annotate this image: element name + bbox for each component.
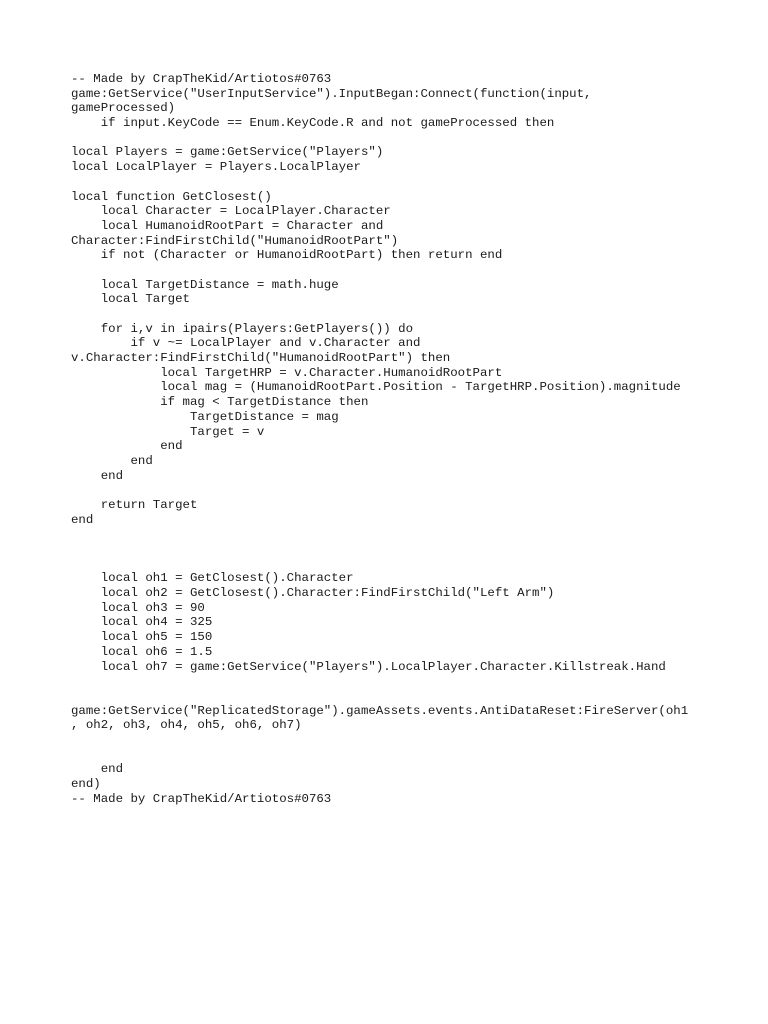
code-line (71, 542, 688, 557)
code-line: if input.KeyCode == Enum.KeyCode.R and not gameProcessed then (71, 116, 555, 131)
code-line: end (71, 762, 124, 777)
code-line: local oh5 = 150 (71, 630, 213, 645)
code-line: local mag = (HumanoidRootPart.Position - TargetHRP.Position).magnitude (71, 380, 681, 395)
code-line: local HumanoidRootPart = Character and (71, 218, 384, 233)
code-line: game:GetService("UserInputService").InputBegan:Connect(function(input, (71, 86, 592, 101)
code-line: local oh1 = GetClosest().Character (71, 571, 354, 586)
code-line: for i,v in ipairs(Players:GetPlayers()) do (71, 321, 414, 336)
code-line: Character:FindFirstChild("HumanoidRootPart") (71, 233, 399, 248)
code-line (71, 483, 688, 498)
code-line (71, 263, 688, 278)
code-line: local Players = game:GetService("Players") (71, 145, 384, 160)
code-line (71, 527, 688, 542)
code-line: local oh6 = 1.5 (71, 644, 213, 659)
code-line: if mag < TargetDistance then (71, 395, 369, 410)
code-line: local function GetClosest() (71, 189, 272, 204)
code-line (71, 131, 688, 146)
code-line: end) (71, 777, 101, 791)
code-line: v.Character:FindFirstChild("HumanoidRootPart") then (71, 351, 451, 366)
code-line: local oh4 = 325 (71, 615, 213, 630)
code-line: return Target (71, 497, 198, 512)
code-line: if not (Character or HumanoidRootPart) then return end (71, 248, 503, 263)
code-line (71, 557, 688, 572)
code-line: end (71, 439, 183, 454)
code-line (71, 307, 688, 322)
code-line: gameProcessed) (71, 101, 176, 116)
code-line (71, 674, 688, 689)
code-line: game:GetService("ReplicatedStorage").gameAssets.events.AntiDataReset:FireServer(oh1 (71, 703, 689, 718)
code-line (71, 748, 688, 763)
code-line: local TargetDistance = math.huge (71, 277, 339, 292)
code-line: end (71, 468, 124, 483)
code-line: if v ~= LocalPlayer and v.Character and (71, 336, 421, 351)
code-line: local Target (71, 292, 190, 307)
code-line: end (71, 512, 94, 527)
code-line: local TargetHRP = v.Character.HumanoidRootPart (71, 365, 503, 380)
code-line (71, 175, 688, 190)
code-line: local oh7 = game:GetService("Players").LocalPlayer.Character.Killstreak.Hand (71, 659, 666, 674)
code-line: local oh2 = GetClosest().Character:FindFirstChild("Left Arm") (71, 586, 555, 601)
code-line: end (71, 453, 153, 468)
code-line (71, 733, 688, 748)
code-line: -- Made by CrapTheKid/Artiotos#0763 (71, 72, 332, 86)
code-line (71, 689, 688, 704)
code-line: local oh3 = 90 (71, 600, 205, 615)
code-line: -- Made by CrapTheKid/Artiotos#0763 (71, 791, 332, 806)
code-line: local LocalPlayer = Players.LocalPlayer (71, 160, 361, 175)
code-line: local Character = LocalPlayer.Character (71, 204, 391, 219)
code-line: Target = v (71, 424, 265, 439)
code-text (71, 72, 688, 806)
code-line: , oh2, oh3, oh4, oh5, oh6, oh7) (71, 718, 302, 733)
code-line: TargetDistance = mag (71, 409, 339, 424)
